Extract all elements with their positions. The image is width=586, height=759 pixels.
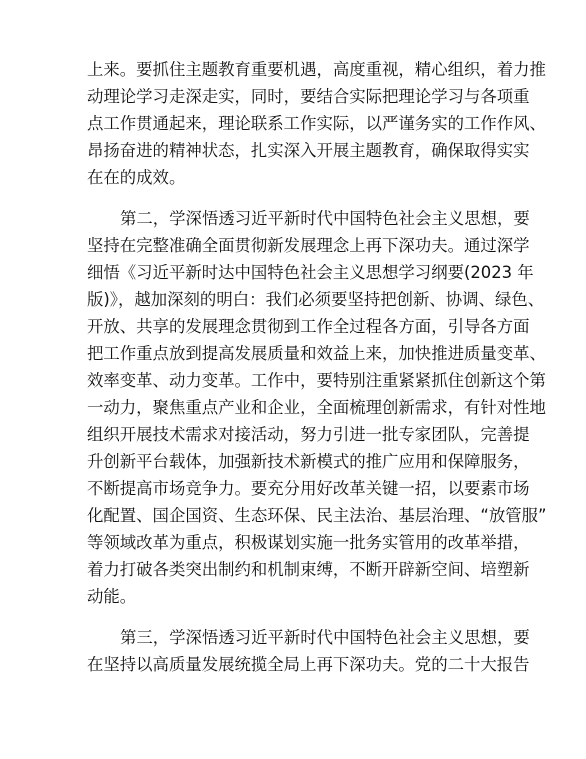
text-line: 开放、共享的发展理念贯彻到工作全过程各方面，引导各方面 — [87, 317, 530, 336]
text-line: 动理论学习走深走实，同时，要结合实际把理论学习与各项重 — [87, 87, 530, 106]
paragraph-1 — [87, 56, 546, 191]
text-line: 不断提高市场竞争力。要充分用好改革关键一招，以要素市场 — [87, 479, 530, 498]
text-line: 效率变革、动力变革。工作中，要特别注重紧紧抓住创新这个第 — [87, 371, 546, 390]
text-line: 细悟《习近平新时达中国特色社会主义思想学习纲要(2023 年 — [87, 263, 534, 282]
text-line: 一动力，聚焦重点产业和企业，全面梳理创新需求，有针对性地 — [87, 398, 546, 417]
text-line: 着力打破各类突出制约和机制束缚，不断开辟新空间、培塑新 — [87, 560, 530, 579]
text-line: 点工作贯通起来，理论联系工作实际，以严谨务实的工作作风、 — [87, 114, 546, 133]
text-line: 组织开展技术需求对接活动，努力引进一批专家团队，完善提 — [87, 425, 530, 444]
text-line: 第二，学深悟透习近平新时代中国特色社会主义思想，要 — [120, 209, 530, 228]
text-line: 上来。要抓住主题教育重要机遇，高度重视，精心组织，着力推 — [87, 60, 546, 79]
text-line: 在在的成效。 — [87, 168, 186, 187]
text-line: 版)》，越加深刻的明白：我们必须要坚持把创新、协调、绿色、 — [87, 290, 545, 309]
paragraph-3 — [87, 624, 530, 678]
text-line: 在坚持以高质量发展统揽全局上再下深功夫。党的二十大报告 — [87, 655, 530, 674]
text-line: 第三，学深悟透习近平新时代中国特色社会主义思想，要 — [120, 628, 530, 647]
paragraph-spacer — [87, 610, 505, 624]
text-line: 把工作重点放到提高发展质量和效益上来，加快推进质量变革、 — [87, 344, 546, 363]
text-line: 坚持在完整准确全面贯彻新发展理念上再下深功夫。通过深学 — [87, 236, 530, 255]
text-line: 动能。 — [87, 587, 137, 606]
document-body — [87, 56, 547, 678]
paragraph-spacer — [87, 191, 505, 205]
text-line: 化配置、国企国资、生态环保、民主法治、基层治理、“放管服” — [87, 506, 547, 525]
paragraph-2 — [87, 205, 547, 610]
text-line: 等领域改革为重点，积极谋划实施一批务实管用的改革举措， — [87, 533, 530, 552]
text-line: 昂扬奋进的精神状态，扎实深入开展主题教育，确保取得实实 — [87, 141, 530, 160]
text-line: 升创新平台载体，加强新技术新模式的推广应用和保障服务， — [87, 452, 530, 471]
